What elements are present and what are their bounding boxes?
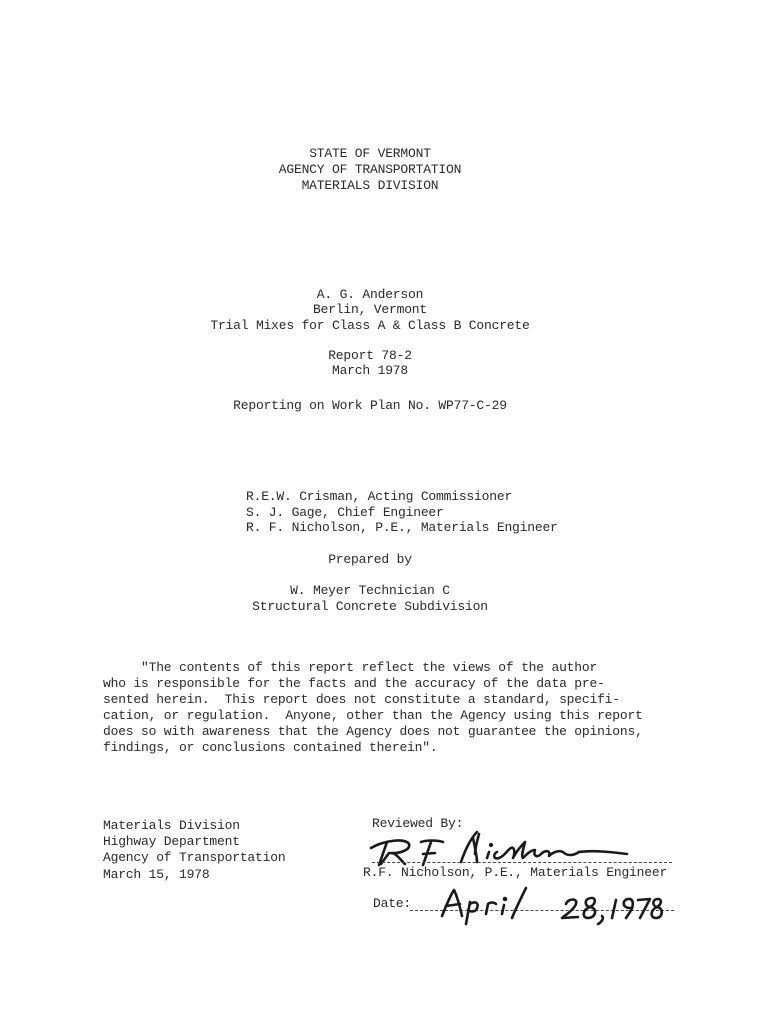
footer-agency: Agency of Transportation: [103, 850, 286, 865]
report-title: Trial Mixes for Class A & Class B Concrete: [210, 318, 530, 333]
preparer-unit: Structural Concrete Subdivision: [252, 599, 488, 614]
disclaimer-line: "The contents of this report reflect the views of the author: [103, 660, 598, 675]
date-label: Date:: [373, 896, 412, 911]
work-plan-reference: Reporting on Work Plan No. WP77-C-29: [233, 398, 507, 413]
report-date: March 1978: [331, 363, 408, 378]
footer-division: Materials Division: [103, 818, 240, 833]
reviewed-by-label: Reviewed By:: [372, 816, 464, 831]
prepared-by-label: Prepared by: [328, 552, 412, 567]
disclaimer-line: findings, or conclusions contained therein".: [103, 740, 438, 755]
report-number: Report 78-2: [328, 348, 412, 363]
footer-department: Highway Department: [103, 834, 240, 849]
reviewer-title: R.F. Nicholson, P.E., Materials Engineer: [363, 865, 668, 880]
header-state: STATE OF VERMONT: [309, 146, 431, 161]
official-commissioner: R.E.W. Crisman, Acting Commissioner: [246, 489, 513, 504]
header-division: MATERIALS DIVISION: [301, 178, 439, 193]
preparer-name: W. Meyer Technician C: [290, 583, 450, 598]
footer-date: March 15, 1978: [103, 867, 210, 882]
official-chief-engineer: S. J. Gage, Chief Engineer: [246, 505, 444, 520]
disclaimer-line: who is responsible for the facts and the accuracy of the data pre-: [103, 676, 605, 691]
disclaimer-line: sented herein. This report does not constitute a standard, specifi-: [103, 692, 620, 707]
disclaimer-line: cation, or regulation. Anyone, other than the Agency using this report: [103, 708, 643, 723]
handwritten-date: [438, 886, 668, 926]
author-name: A. G. Anderson: [316, 287, 424, 302]
signature-rule: [372, 862, 672, 863]
author-location: Berlin, Vermont: [312, 302, 428, 317]
header-agency: AGENCY OF TRANSPORTATION: [278, 162, 462, 177]
disclaimer-line: does so with awareness that the Agency does not guarantee the opinions,: [103, 724, 643, 739]
official-materials-engineer: R. F. Nicholson, P.E., Materials Engineer: [246, 520, 558, 535]
